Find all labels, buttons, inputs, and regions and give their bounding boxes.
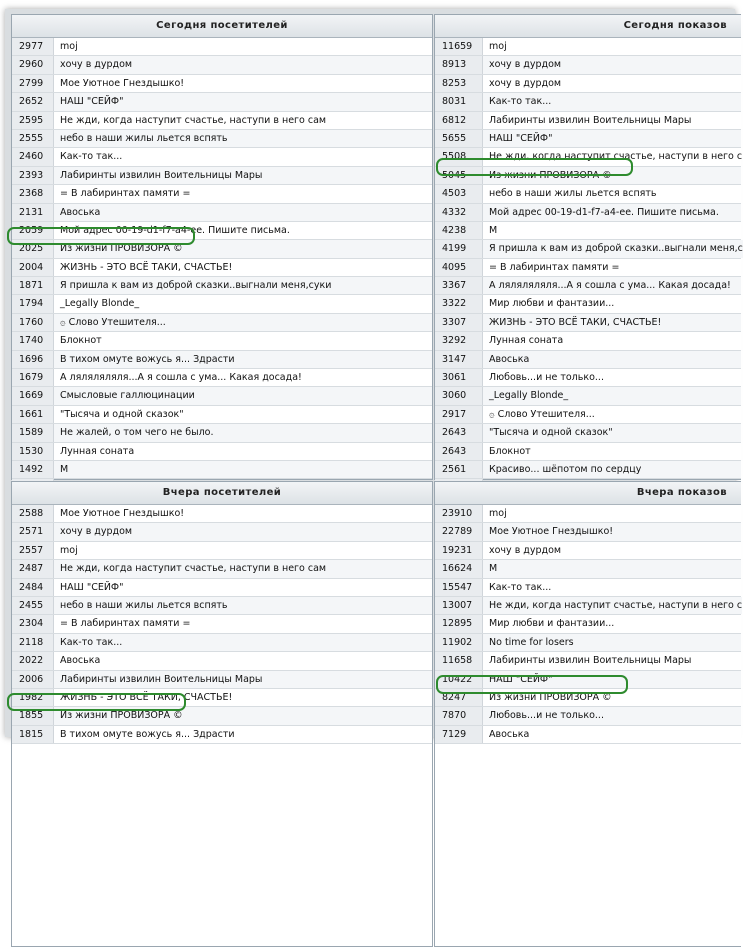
count-cell: 4199 xyxy=(435,240,483,257)
count-cell: 15547 xyxy=(435,579,483,596)
table-row xyxy=(435,332,741,350)
count-cell: 16624 xyxy=(435,560,483,577)
table-row xyxy=(435,523,741,541)
panel-title: Сегодня посетителей xyxy=(12,15,432,38)
diary-title-link[interactable]: хочу в дурдом xyxy=(489,544,562,556)
diary-title-link[interactable]: небо в наши жилы льется вспять xyxy=(489,188,657,200)
diary-title-link[interactable]: _Legally Blonde_ xyxy=(60,298,140,310)
count-cell: 2799 xyxy=(12,75,54,92)
count-cell: 2059 xyxy=(12,222,54,239)
table-row xyxy=(435,406,741,424)
count-cell: 11902 xyxy=(435,634,483,651)
table-row xyxy=(12,56,432,74)
count-cell: 2393 xyxy=(12,167,54,184)
count-cell: 8913 xyxy=(435,56,483,73)
table-row xyxy=(435,295,741,313)
diary-title-link[interactable]: Мой адрес 00-19-d1-f7-a4-ee. Пишите письма. xyxy=(60,224,290,236)
count-cell: 4503 xyxy=(435,185,483,202)
table-row xyxy=(435,130,741,148)
count-cell: 3061 xyxy=(435,369,483,386)
diary-title-link[interactable]: Авоська xyxy=(60,655,101,667)
table-row xyxy=(12,671,432,689)
count-cell: 5508 xyxy=(435,148,483,165)
count-cell: 2557 xyxy=(12,542,54,559)
ranking-list xyxy=(435,38,741,498)
diary-title-link[interactable]: ЖИЗНЬ - ЭТО ВСЁ ТАКИ, СЧАСТЬЕ! xyxy=(60,691,233,703)
diary-title-link[interactable]: Как-то так... xyxy=(489,581,552,593)
count-cell: 2304 xyxy=(12,615,54,632)
table-row xyxy=(435,148,741,166)
count-cell: 2455 xyxy=(12,597,54,614)
table-row xyxy=(435,726,741,744)
diary-title-link[interactable]: Как-то так... xyxy=(483,93,741,110)
count-cell: 2571 xyxy=(12,523,54,540)
diary-title-link[interactable]: Мой адрес 00-19-d1-f7-a4-ee. Пишите письма. xyxy=(483,204,741,221)
count-cell: 3367 xyxy=(435,277,483,294)
diary-title-link[interactable]: Мое Уютное Гнездышко! xyxy=(60,508,185,519)
diary-title-link[interactable]: Мир любви и фантазии... xyxy=(489,618,615,630)
count-cell: 7870 xyxy=(435,707,483,724)
diary-title-link[interactable]: А ляляляляля...А я сошла с ума... Какая досада! xyxy=(483,277,741,294)
table-row xyxy=(435,671,741,689)
diary-title-link[interactable]: НАШ "СЕЙФ" xyxy=(483,130,741,147)
table-row xyxy=(12,707,432,725)
diary-title-link[interactable]: Красиво... шёпотом по сердцу xyxy=(483,461,741,478)
table-row xyxy=(435,505,741,523)
diary-title-link[interactable]: хочу в дурдом xyxy=(483,56,741,73)
stats-frame xyxy=(5,9,743,740)
table-row xyxy=(12,505,432,523)
count-cell: 2643 xyxy=(435,424,483,441)
table-row xyxy=(435,259,741,277)
table-row xyxy=(435,542,741,560)
count-cell: 1669 xyxy=(12,387,54,404)
table-row xyxy=(435,314,741,332)
diary-title-link[interactable]: А ляляляляля...А я сошла с ума... Какая досада! xyxy=(60,372,302,384)
count-cell: 3322 xyxy=(435,295,483,312)
table-row xyxy=(435,222,741,240)
table-row xyxy=(12,295,432,313)
count-cell: 2368 xyxy=(12,185,54,202)
table-row xyxy=(12,38,432,56)
count-cell: 2643 xyxy=(435,443,483,460)
table-row xyxy=(12,204,432,222)
count-cell: 11659 xyxy=(435,38,483,55)
yesterday-visitors-panel xyxy=(11,481,433,947)
count-cell: 2960 xyxy=(12,56,54,73)
table-row xyxy=(435,38,741,56)
count-cell: 3060 xyxy=(435,387,483,404)
table-row xyxy=(12,634,432,652)
diary-title-link[interactable]: Блокнот xyxy=(60,335,102,347)
diary-title-link[interactable]: небо в наши жилы льется вспять xyxy=(54,597,432,614)
count-cell: 2004 xyxy=(12,259,54,276)
count-cell: 4332 xyxy=(435,204,483,221)
diary-title-link[interactable]: В тихом омуте вожусь я... Здрасти xyxy=(54,351,432,368)
count-cell: 7129 xyxy=(435,726,483,743)
count-cell: 3292 xyxy=(435,332,483,349)
diary-title-link[interactable]: хочу в дурдом xyxy=(54,523,432,540)
table-row xyxy=(435,204,741,222)
table-row xyxy=(12,185,432,203)
table-row xyxy=(12,387,432,405)
table-row xyxy=(435,461,741,479)
diary-title-link[interactable]: Лунная соната xyxy=(489,335,564,347)
count-cell: 12895 xyxy=(435,615,483,632)
diary-title-link[interactable]: НАШ "СЕЙФ" xyxy=(60,581,124,593)
count-cell: 1492 xyxy=(12,461,54,478)
diary-title-link[interactable]: НАШ "СЕЙФ" xyxy=(483,671,741,688)
count-cell: 2118 xyxy=(12,634,54,651)
count-cell: 4095 xyxy=(435,259,483,276)
diary-title-link[interactable]: Лунная соната xyxy=(60,445,135,457)
count-cell: 2652 xyxy=(12,93,54,110)
table-row xyxy=(435,707,741,725)
diary-title-link[interactable]: = В лабиринтах памяти = xyxy=(60,188,191,200)
table-row xyxy=(435,652,741,670)
count-cell: 2917 xyxy=(435,406,483,423)
table-row xyxy=(12,93,432,111)
table-row xyxy=(12,689,432,707)
diary-title-link[interactable]: Любовь...и не только... xyxy=(489,372,604,384)
count-cell: 8253 xyxy=(435,75,483,92)
count-cell: 5655 xyxy=(435,130,483,147)
table-row xyxy=(12,130,432,148)
table-row xyxy=(435,634,741,652)
diary-title-link[interactable]: Из жизни ПРОВИЗОРА © xyxy=(54,707,432,724)
table-row xyxy=(12,424,432,442)
count-cell: 2460 xyxy=(12,148,54,165)
diary-title-link[interactable]: "Тысяча и одной сказок" xyxy=(483,424,741,441)
diary-title-link[interactable]: Я пришла к вам из доброй сказки..выгнали меня,суки xyxy=(54,277,432,294)
ranking-list xyxy=(12,38,432,498)
table-row xyxy=(435,93,741,111)
table-row xyxy=(12,560,432,578)
diary-title-link[interactable]: ЖИЗНЬ - ЭТО ВСЁ ТАКИ, СЧАСТЬЕ! xyxy=(60,261,233,273)
count-cell: 1760 xyxy=(12,314,54,331)
count-cell: 8247 xyxy=(435,689,483,706)
table-row xyxy=(435,560,741,578)
today-visitors-panel xyxy=(11,14,433,480)
table-row xyxy=(12,148,432,166)
diary-title-link[interactable]: небо в наши жилы льется вспять xyxy=(54,130,432,147)
diary-title-link[interactable]: No time for losers xyxy=(483,634,741,651)
count-cell: 2022 xyxy=(12,652,54,669)
table-row xyxy=(12,443,432,461)
diary-title-link[interactable]: moj xyxy=(489,41,507,52)
table-row xyxy=(12,351,432,369)
diary-title-link[interactable]: Мир любви и фантазии... xyxy=(489,298,615,310)
table-row xyxy=(12,461,432,479)
table-row xyxy=(12,75,432,93)
table-row xyxy=(12,523,432,541)
table-row xyxy=(12,579,432,597)
table-row xyxy=(12,240,432,258)
count-cell: 23910 xyxy=(435,505,483,522)
count-cell: 6812 xyxy=(435,112,483,129)
diary-title-link[interactable]: _Legally Blonde_ xyxy=(483,387,741,404)
count-cell: 1661 xyxy=(12,406,54,423)
count-cell: 4238 xyxy=(435,222,483,239)
table-row xyxy=(435,387,741,405)
table-row xyxy=(12,542,432,560)
count-cell: 22789 xyxy=(435,523,483,540)
diary-title-link[interactable]: Не жалей, о том чего не было. xyxy=(54,424,432,441)
count-cell: 2595 xyxy=(12,112,54,129)
table-row xyxy=(12,652,432,670)
diary-title-link[interactable]: moj xyxy=(60,544,78,556)
diary-title-link[interactable]: Не жди, когда наступит счастье, наступи в него с xyxy=(483,597,742,614)
count-cell: 13007 xyxy=(435,597,483,614)
diary-title-link[interactable]: Лабиринты извилин Воительницы Мары xyxy=(54,671,432,688)
diary-title-link[interactable]: Как-то так... xyxy=(60,151,123,163)
count-cell: 19231 xyxy=(435,542,483,559)
diary-title-link[interactable]: М xyxy=(489,224,498,236)
diary-title-link[interactable]: Лабиринты извилин Воительницы Мары xyxy=(489,114,692,126)
count-cell: 1794 xyxy=(12,295,54,312)
count-cell: 1696 xyxy=(12,351,54,368)
diary-title-link[interactable]: Любовь...и не только... xyxy=(483,707,741,724)
table-row xyxy=(435,185,741,203)
table-row xyxy=(12,314,432,332)
diary-title-link[interactable]: Блокнот xyxy=(489,445,531,457)
diary-title-link[interactable]: Лабиринты извилин Воительницы Мары xyxy=(54,167,432,184)
yesterday-views-panel xyxy=(434,481,741,947)
count-cell: 8031 xyxy=(435,93,483,110)
table-row xyxy=(12,406,432,424)
table-row xyxy=(435,369,741,387)
today-views-panel xyxy=(434,14,741,480)
diary-title-link[interactable]: Не жди, когда наступит счастье, наступи в него сам xyxy=(60,114,327,126)
table-row xyxy=(435,615,741,633)
table-row xyxy=(12,369,432,387)
table-row xyxy=(435,75,741,93)
diary-title-link[interactable]: Не жди, когда наступит счастье, наступи в него сам xyxy=(54,560,432,577)
diary-title-link[interactable]: ۞ Слово Утешителя... xyxy=(54,314,432,331)
count-cell: 2487 xyxy=(12,560,54,577)
table-row xyxy=(12,277,432,295)
count-cell: 2006 xyxy=(12,671,54,688)
count-cell: 2588 xyxy=(12,505,54,522)
count-cell: 2131 xyxy=(12,204,54,221)
diary-title-link[interactable]: хочу в дурдом xyxy=(489,77,562,89)
table-row xyxy=(435,351,741,369)
count-cell: 2561 xyxy=(435,461,483,478)
count-cell: 2025 xyxy=(12,240,54,257)
table-row xyxy=(12,597,432,615)
table-row xyxy=(435,689,741,707)
diary-title-link[interactable]: Авоська xyxy=(54,204,432,221)
diary-title-link[interactable]: moj xyxy=(60,41,78,52)
count-cell: 2555 xyxy=(12,130,54,147)
diary-title-link[interactable]: Мое Уютное Гнездышко! xyxy=(60,77,185,89)
table-row xyxy=(435,240,741,258)
diary-title-link[interactable]: М xyxy=(54,461,432,478)
table-row xyxy=(435,167,741,185)
count-cell: 10422 xyxy=(435,671,483,688)
ranking-list xyxy=(12,505,432,744)
count-cell: 3147 xyxy=(435,351,483,368)
table-row xyxy=(12,615,432,633)
diary-title-link[interactable]: Мое Уютное Гнездышко! xyxy=(483,523,741,540)
table-row xyxy=(435,277,741,295)
count-cell: 2484 xyxy=(12,579,54,596)
diary-title-link[interactable]: Как-то так... xyxy=(54,634,432,651)
count-cell: 1589 xyxy=(12,424,54,441)
table-row xyxy=(435,424,741,442)
table-row xyxy=(12,167,432,185)
table-row xyxy=(12,726,432,744)
table-row xyxy=(12,332,432,350)
diary-title-link[interactable]: Авоська xyxy=(489,728,530,740)
count-cell: 1982 xyxy=(12,689,54,706)
table-row xyxy=(435,597,741,615)
diary-title-link[interactable]: "Тысяча и одной сказок" xyxy=(60,408,184,420)
table-row xyxy=(12,259,432,277)
table-row xyxy=(12,222,432,240)
diary-title-link[interactable]: ۞ Слово Утешителя... xyxy=(489,408,595,420)
ranking-list xyxy=(435,505,741,744)
count-cell: 5045 xyxy=(435,167,483,184)
count-cell: 11658 xyxy=(435,652,483,669)
table-row xyxy=(12,112,432,130)
count-cell: 1679 xyxy=(12,369,54,386)
count-cell: 1740 xyxy=(12,332,54,349)
diary-title-link[interactable]: В тихом омуте вожусь я... Здрасти xyxy=(60,728,235,740)
count-cell: 1855 xyxy=(12,707,54,724)
count-cell: 1815 xyxy=(12,726,54,743)
table-row xyxy=(435,443,741,461)
count-cell: 1871 xyxy=(12,277,54,294)
diary-title-link[interactable]: Из жизни ПРОВИЗОРА © xyxy=(54,240,432,257)
diary-title-link[interactable]: М xyxy=(483,560,741,577)
table-row xyxy=(435,579,741,597)
diary-title-link[interactable]: Из жизни ПРОВИЗОРА © xyxy=(483,167,741,184)
diary-title-link[interactable]: хочу в дурдом xyxy=(54,56,432,73)
panel-title: Вчера посетителей xyxy=(12,482,432,505)
panel-title: Вчера показов xyxy=(435,482,741,505)
count-cell: 1530 xyxy=(12,443,54,460)
diary-title-link[interactable]: ЖИЗНЬ - ЭТО ВСЁ ТАКИ, СЧАСТЬЕ! xyxy=(483,314,741,331)
table-row xyxy=(435,56,741,74)
diary-title-link[interactable]: Лабиринты извилин Воительницы Мары xyxy=(489,655,692,667)
diary-title-link[interactable]: Я пришла к вам из доброй сказки..выгнали меня,с xyxy=(483,240,743,257)
diary-title-link[interactable]: Из жизни ПРОВИЗОРА © xyxy=(489,691,612,703)
table-row xyxy=(435,112,741,130)
count-cell: 3307 xyxy=(435,314,483,331)
diary-title-link[interactable]: НАШ "СЕЙФ" xyxy=(54,93,432,110)
diary-title-link[interactable]: Смысловые галлюцинации xyxy=(54,387,432,404)
diary-title-link[interactable]: moj xyxy=(489,508,507,519)
diary-title-link[interactable]: Не жди, когда наступит счастье, наступи в него с xyxy=(489,151,743,163)
diary-title-link[interactable]: Авоська xyxy=(483,351,741,368)
diary-title-link[interactable]: = В лабиринтах памяти = xyxy=(489,261,620,273)
count-cell: 2977 xyxy=(12,38,54,55)
panel-title: Сегодня показов xyxy=(435,15,741,38)
diary-title-link[interactable]: = В лабиринтах памяти = xyxy=(60,618,191,630)
